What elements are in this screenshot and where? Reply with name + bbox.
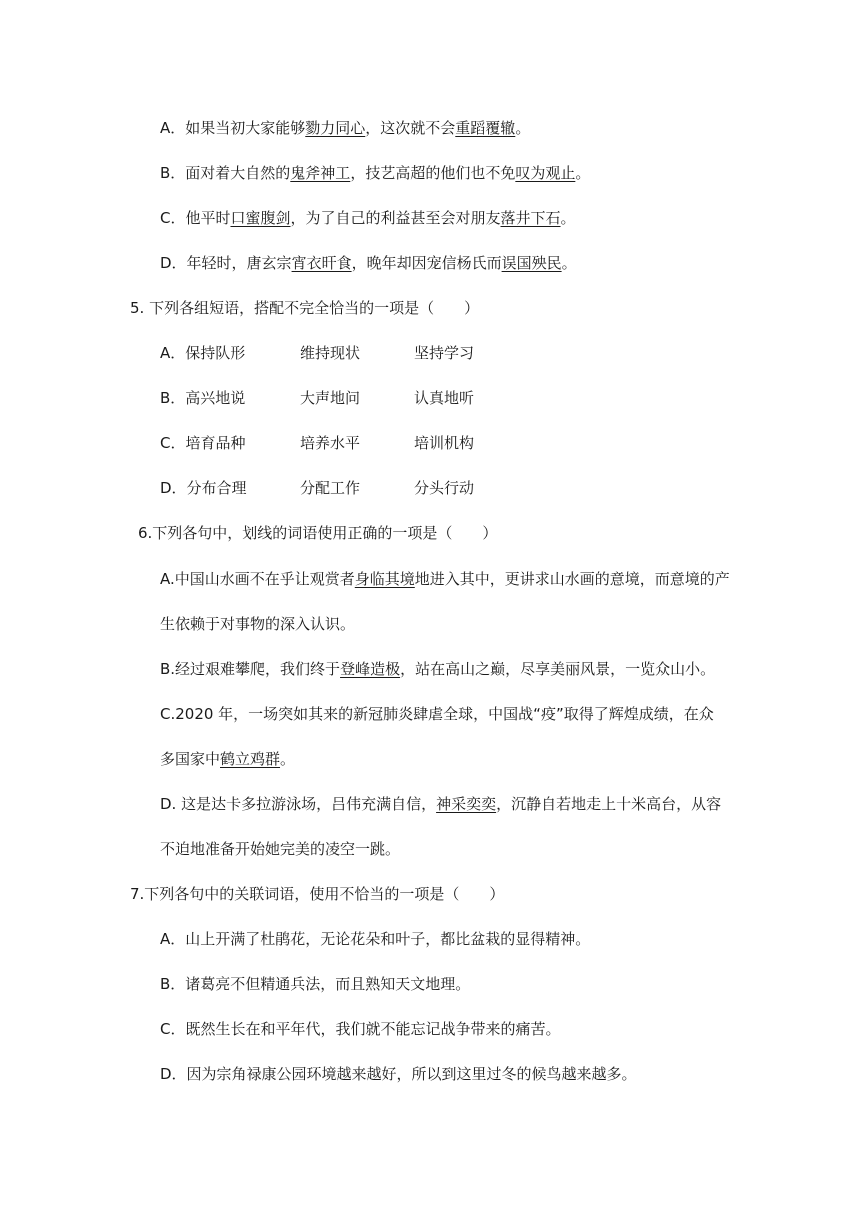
q6-stem: 6.下列各句中，划线的词语使用正确的一项是（ ）	[138, 524, 498, 542]
phrase: 培养水平	[300, 434, 361, 452]
q6-option-a-line1	[160, 569, 730, 589]
text: ，为了自己的利益甚至会对朋友	[290, 209, 501, 227]
phrase: 分头行动	[414, 479, 475, 497]
q6-option-a-line2: 生依赖于对事物的深入认识。	[160, 615, 356, 633]
q4-option-c	[160, 208, 576, 228]
q4-option-d	[160, 253, 577, 273]
underlined-idiom: 鬼斧神工	[290, 164, 351, 182]
phrase: C．培育品种	[160, 434, 246, 452]
q7-option-b: B．诸葛亮不但精通兵法，而且熟知天文地理。	[160, 975, 471, 993]
underlined-idiom: 神采奕奕	[436, 795, 497, 813]
q7-option-c: C．既然生长在和平年代，我们就不能忘记战争带来的痛苦。	[160, 1020, 561, 1038]
text: 。	[560, 209, 576, 227]
text: 地进入其中，更讲求山水画的意境，而意境的产	[414, 570, 730, 588]
phrase: 坚持学习	[414, 344, 475, 362]
underlined-idiom: 勠力同心	[305, 119, 366, 137]
underlined-idiom: 落井下石	[500, 209, 561, 227]
q6-option-d-line2: 不迫地准备开始她完美的凌空一跳。	[160, 840, 401, 858]
text: B．面对着大自然的	[160, 164, 291, 182]
text: 。	[515, 119, 531, 137]
text: ，站在高山之巅，尽享美丽风景，一览众山小。	[400, 660, 716, 678]
text: ，晚年却因宠信杨氏而	[351, 254, 502, 272]
phrase: 培训机构	[414, 434, 475, 452]
phrase: A．保持队形	[160, 344, 246, 362]
phrase: D．分布合理	[160, 479, 247, 497]
q7-option-a: A．山上开满了杜鹃花，无论花朵和叶子，都比盆栽的显得精神。	[160, 930, 591, 948]
phrase: B．高兴地说	[160, 389, 246, 407]
text: A．如果当初大家能够	[160, 119, 306, 137]
underlined-idiom: 口蜜腹剑	[230, 209, 291, 227]
text: ，沉静自若地走上十米高台，从容	[496, 795, 722, 813]
text: 。	[280, 750, 296, 768]
q6-option-d-line1	[160, 794, 721, 814]
q6-option-c-line1: C.2020 年，一场突如其来的新冠肺炎肆虐全球，中国战“疫”取得了辉煌成绩，在众	[160, 705, 714, 723]
phrase: 大声地问	[300, 389, 361, 407]
text: ，这次就不会	[365, 119, 456, 137]
underlined-idiom: 鹤立鸡群	[220, 750, 281, 768]
text: 。	[575, 164, 591, 182]
underlined-idiom: 误国殃民	[501, 254, 562, 272]
q7-option-d: D．因为宗角禄康公园环境越来越好，所以到这里过冬的候鸟越来越多。	[160, 1065, 637, 1083]
text: 多国家中	[160, 750, 221, 768]
text: C．他平时	[160, 209, 231, 227]
underlined-idiom: 宵衣旰食	[291, 254, 352, 272]
text: B.经过艰难攀爬，我们终于	[160, 660, 341, 678]
q7-stem: 7.下列各句中的关联词语，使用不恰当的一项是（ ）	[130, 885, 505, 903]
underlined-idiom: 身临其境	[354, 570, 415, 588]
q4-option-a	[160, 118, 530, 138]
phrase: 认真地听	[414, 389, 475, 407]
phrase: 分配工作	[300, 479, 361, 497]
text: ，技艺高超的他们也不免	[350, 164, 516, 182]
q5-stem: 5. 下列各组短语，搭配不完全恰当的一项是（ ）	[130, 299, 480, 317]
q6-option-b	[160, 659, 715, 679]
text: A.中国山水画不在乎让观赏者	[160, 570, 355, 588]
text: 。	[561, 254, 577, 272]
q6-option-c-line2	[160, 749, 295, 769]
text: D．年轻时，唐玄宗	[160, 254, 292, 272]
q4-option-b	[160, 163, 590, 183]
underlined-idiom: 登峰造极	[340, 660, 401, 678]
underlined-idiom: 叹为观止	[515, 164, 576, 182]
text: D. 这是达卡多拉游泳场，吕伟充满自信，	[160, 795, 437, 813]
underlined-idiom: 重蹈覆辙	[455, 119, 516, 137]
phrase: 维持现状	[300, 344, 361, 362]
